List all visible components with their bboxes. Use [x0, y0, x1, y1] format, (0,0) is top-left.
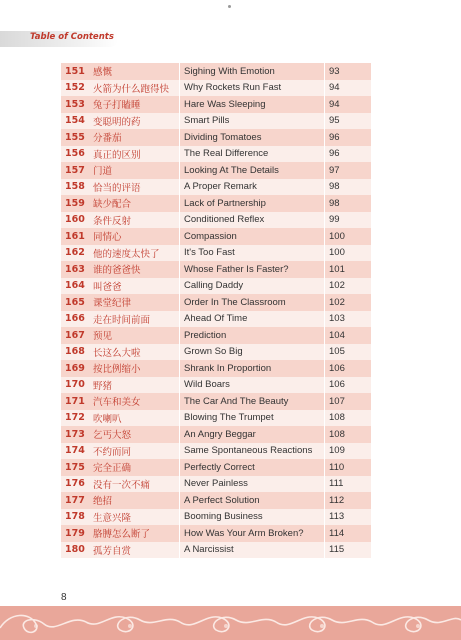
toc-row[interactable] — [61, 360, 371, 377]
toc-row[interactable] — [61, 542, 371, 559]
toc-entry-number: 166 — [61, 311, 89, 328]
toc-row[interactable] — [61, 129, 371, 146]
toc-page-number: 111 — [325, 476, 372, 493]
toc-entry-number: 176 — [61, 476, 89, 493]
toc-chinese-title: 叫爸爸 — [89, 278, 180, 295]
toc-chinese-title: 汽车和美女 — [89, 393, 180, 410]
toc-page-number: 107 — [325, 393, 372, 410]
toc-entry-number: 175 — [61, 459, 89, 476]
toc-english-title: Shrank In Proportion — [180, 360, 325, 377]
toc-chinese-title: 他的速度太快了 — [89, 245, 180, 262]
toc-row[interactable] — [61, 179, 371, 196]
toc-row[interactable] — [61, 228, 371, 245]
toc-chinese-title: 按比例缩小 — [89, 360, 180, 377]
toc-english-title: Sighing With Emotion — [180, 63, 325, 80]
toc-entry-number: 156 — [61, 146, 89, 163]
toc-chinese-title: 课堂纪律 — [89, 294, 180, 311]
toc-chinese-title: 条件反射 — [89, 212, 180, 229]
toc-row[interactable] — [61, 261, 371, 278]
toc-chinese-title: 长这么大啦 — [89, 344, 180, 361]
toc-row[interactable] — [61, 443, 371, 460]
toc-page-number: 100 — [325, 228, 372, 245]
toc-chinese-title: 真正的区别 — [89, 146, 180, 163]
toc-chinese-title: 变聪明的药 — [89, 113, 180, 130]
toc-chinese-title: 火箭为什么跑得快 — [89, 80, 180, 97]
toc-row[interactable] — [61, 377, 371, 394]
toc-chinese-title: 不约而同 — [89, 443, 180, 460]
toc-row[interactable] — [61, 311, 371, 328]
toc-row[interactable] — [61, 344, 371, 361]
toc-english-title: Compassion — [180, 228, 325, 245]
toc-chinese-title: 吹喇叭 — [89, 410, 180, 427]
toc-page-number: 105 — [325, 344, 372, 361]
toc-chinese-title: 同情心 — [89, 228, 180, 245]
section-header-band — [0, 31, 118, 47]
toc-english-title: Order In The Classroom — [180, 294, 325, 311]
toc-chinese-title: 预见 — [89, 327, 180, 344]
toc-row[interactable] — [61, 459, 371, 476]
toc-english-title: The Real Difference — [180, 146, 325, 163]
toc-english-title: Smart Pills — [180, 113, 325, 130]
toc-english-title: Looking At The Details — [180, 162, 325, 179]
toc-row[interactable] — [61, 327, 371, 344]
toc-chinese-title: 没有一次不痛 — [89, 476, 180, 493]
toc-entry-number: 177 — [61, 492, 89, 509]
toc-english-title: A Narcissist — [180, 542, 325, 559]
toc-chinese-title: 生意兴隆 — [89, 509, 180, 526]
toc-english-title: Ahead Of Time — [180, 311, 325, 328]
toc-chinese-title: 孤芳自赏 — [89, 542, 180, 559]
toc-chinese-title: 谁的爸爸快 — [89, 261, 180, 278]
toc-page-number: 96 — [325, 129, 372, 146]
toc-page-number: 95 — [325, 113, 372, 130]
toc-body — [61, 63, 371, 558]
toc-english-title: The Car And The Beauty — [180, 393, 325, 410]
toc-chinese-title: 缺少配合 — [89, 195, 180, 212]
toc-entry-number: 171 — [61, 393, 89, 410]
toc-page-number: 108 — [325, 410, 372, 427]
toc-page-number: 102 — [325, 278, 372, 295]
toc-chinese-title: 走在时间前面 — [89, 311, 180, 328]
toc-row[interactable] — [61, 393, 371, 410]
toc-english-title: Hare Was Sleeping — [180, 96, 325, 113]
toc-english-title: Why Rockets Run Fast — [180, 80, 325, 97]
toc-entry-number: 172 — [61, 410, 89, 427]
toc-chinese-title: 乞丐大怒 — [89, 426, 180, 443]
toc-page-number: 94 — [325, 96, 372, 113]
toc-page-number: 106 — [325, 360, 372, 377]
section-title: Table of Contents — [30, 32, 114, 42]
toc-entry-number: 161 — [61, 228, 89, 245]
toc-page-number: 115 — [325, 542, 372, 559]
toc-english-title: It's Too Fast — [180, 245, 325, 262]
decorative-footer-band — [0, 606, 461, 640]
toc-row[interactable] — [61, 476, 371, 493]
toc-page-number: 99 — [325, 212, 372, 229]
toc-page-number: 98 — [325, 195, 372, 212]
toc-row[interactable] — [61, 525, 371, 542]
toc-page-number: 98 — [325, 179, 372, 196]
toc-entry-number: 155 — [61, 129, 89, 146]
toc-row[interactable] — [61, 63, 371, 80]
toc-entry-number: 162 — [61, 245, 89, 262]
toc-entry-number: 165 — [61, 294, 89, 311]
toc-page-number: 101 — [325, 261, 372, 278]
toc-page-number: 94 — [325, 80, 372, 97]
toc-entry-number: 167 — [61, 327, 89, 344]
toc-page-number: 100 — [325, 245, 372, 262]
toc-page-number: 109 — [325, 443, 372, 460]
toc-entry-number: 153 — [61, 96, 89, 113]
toc-page-number: 112 — [325, 492, 372, 509]
toc-chinese-title: 绝招 — [89, 492, 180, 509]
toc-row[interactable] — [61, 245, 371, 262]
toc-english-title: Calling Daddy — [180, 278, 325, 295]
toc-entry-number: 178 — [61, 509, 89, 526]
toc-entry-number: 160 — [61, 212, 89, 229]
toc-english-title: Same Spontaneous Reactions — [180, 443, 325, 460]
toc-row[interactable] — [61, 146, 371, 163]
toc-english-title: Prediction — [180, 327, 325, 344]
toc-page-number: 113 — [325, 509, 372, 526]
toc-entry-number: 173 — [61, 426, 89, 443]
toc-chinese-title: 完全正确 — [89, 459, 180, 476]
toc-page-number: 97 — [325, 162, 372, 179]
toc-row[interactable] — [61, 278, 371, 295]
toc-page-number: 103 — [325, 311, 372, 328]
toc-english-title: Booming Business — [180, 509, 325, 526]
toc-english-title: Conditioned Reflex — [180, 212, 325, 229]
toc-entry-number: 159 — [61, 195, 89, 212]
toc-page-number: 108 — [325, 426, 372, 443]
toc-row[interactable] — [61, 509, 371, 526]
toc-entry-number: 180 — [61, 542, 89, 559]
toc-page-number: 110 — [325, 459, 372, 476]
toc-english-title: A Proper Remark — [180, 179, 325, 196]
toc-page-number: 93 — [325, 63, 372, 80]
toc-entry-number: 174 — [61, 443, 89, 460]
toc-chinese-title: 分番茄 — [89, 129, 180, 146]
toc-entry-number: 157 — [61, 162, 89, 179]
toc-row[interactable] — [61, 195, 371, 212]
toc-row[interactable] — [61, 80, 371, 97]
toc-row[interactable] — [61, 294, 371, 311]
toc-row[interactable] — [61, 492, 371, 509]
toc-page-number: 106 — [325, 377, 372, 394]
toc-entry-number: 169 — [61, 360, 89, 377]
toc-row[interactable] — [61, 410, 371, 427]
toc-row[interactable] — [61, 212, 371, 229]
toc-entry-number: 154 — [61, 113, 89, 130]
toc-entry-number: 163 — [61, 261, 89, 278]
toc-chinese-title: 门道 — [89, 162, 180, 179]
toc-chinese-title: 感慨 — [89, 63, 180, 80]
toc-page-number: 114 — [325, 525, 372, 542]
toc-page-number: 96 — [325, 146, 372, 163]
toc-page-number: 104 — [325, 327, 372, 344]
toc-english-title: Grown So Big — [180, 344, 325, 361]
toc-chinese-title: 恰当的评语 — [89, 179, 180, 196]
toc-english-title: Never Painless — [180, 476, 325, 493]
toc-english-title: Dividing Tomatoes — [180, 129, 325, 146]
toc-table — [61, 63, 371, 558]
toc-english-title: Whose Father Is Faster? — [180, 261, 325, 278]
toc-row[interactable] — [61, 113, 371, 130]
toc-entry-number: 164 — [61, 278, 89, 295]
toc-english-title: How Was Your Arm Broken? — [180, 525, 325, 542]
page-number: 8 — [61, 592, 67, 603]
toc-english-title: Lack of Partnership — [180, 195, 325, 212]
toc-entry-number: 152 — [61, 80, 89, 97]
toc-english-title: Perfectly Correct — [180, 459, 325, 476]
toc-chinese-title: 野猪 — [89, 377, 180, 394]
toc-entry-number: 158 — [61, 179, 89, 196]
toc-chinese-title: 兔子打瞌睡 — [89, 96, 180, 113]
toc-row[interactable] — [61, 162, 371, 179]
toc-chinese-title: 胳膊怎么断了 — [89, 525, 180, 542]
toc-page-number: 102 — [325, 294, 372, 311]
toc-entry-number: 151 — [61, 63, 89, 80]
toc-entry-number: 179 — [61, 525, 89, 542]
toc-row[interactable] — [61, 426, 371, 443]
toc-english-title: A Perfect Solution — [180, 492, 325, 509]
toc-english-title: Blowing The Trumpet — [180, 410, 325, 427]
toc-entry-number: 168 — [61, 344, 89, 361]
toc-english-title: An Angry Beggar — [180, 426, 325, 443]
toc-row[interactable] — [61, 96, 371, 113]
cloud-pattern-ornament — [0, 606, 461, 640]
top-dot — [228, 5, 231, 8]
toc-entry-number: 170 — [61, 377, 89, 394]
toc-english-title: Wild Boars — [180, 377, 325, 394]
